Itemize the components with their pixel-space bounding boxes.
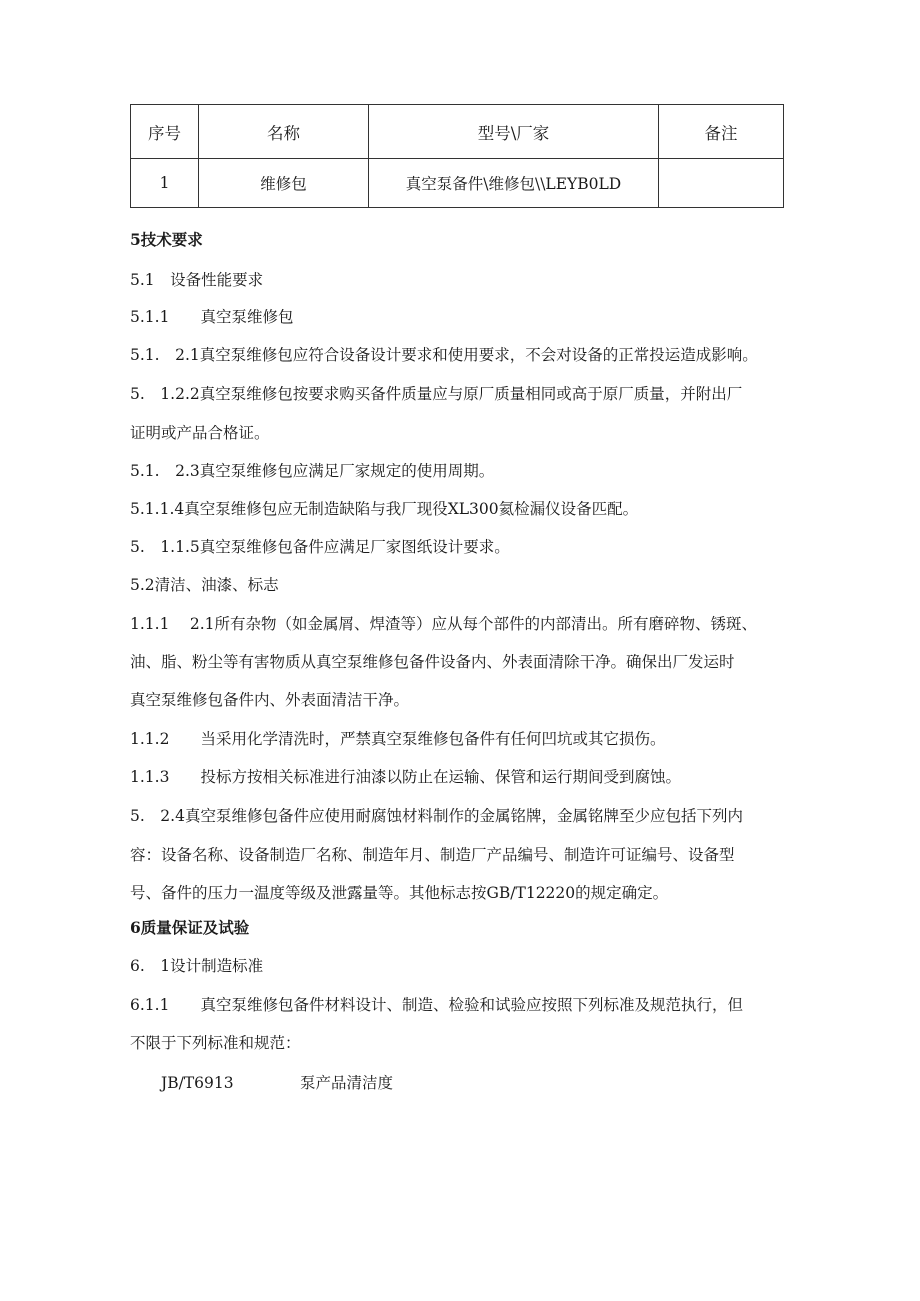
paragraph-cleaning-line1: 1.1.1 2.1所有杂物（如金属屑、焊渣等）应从每个部件的内部清出。所有磨碎物、锈斑、 — [130, 615, 758, 633]
paragraph-5-1-1-5: 5. 1.1.5真空泵维修包备件应满足厂家图纸设计要求。 — [130, 538, 510, 556]
paragraph-painting: 1.1.3 投标方按相关标准进行油漆以防止在运输、保管和运行期间受到腐蚀。 — [130, 768, 681, 786]
parts-table — [130, 104, 784, 208]
cell-index: 1 — [131, 159, 199, 208]
paragraph-6-1-1-line2: 不限于下列标准和规范： — [130, 1034, 301, 1052]
header-model-vendor: 型号\厂家 — [369, 105, 659, 159]
paragraph-cleaning-line2: 油、脂、粉尘等有害物质从真空泵维修包备件设备内、外表面清除干净。确保出厂发运时 — [130, 653, 735, 671]
paragraph-5-1-2-2-line2: 证明或产品合格证。 — [130, 424, 270, 442]
paragraph-chemical-cleaning: 1.1.2 当采用化学清洗时，严禁真空泵维修包备件有任何凹坑或其它损伤。 — [130, 730, 666, 748]
paragraph-6-1-1-line1: 6.1.1 真空泵维修包备件材料设计、制造、检验和试验应按照下列标准及规范执行，但 — [130, 996, 743, 1014]
section-6-1: 6. 1设计制造标准 — [130, 957, 264, 975]
table-row — [131, 159, 784, 208]
standard-code: JB/T6913 — [161, 1074, 234, 1092]
paragraph-5-1-2-3: 5.1. 2.3真空泵维修包应满足厂家规定的使用周期。 — [130, 462, 495, 480]
paragraph-nameplate-line1: 5. 2.4真空泵维修包备件应使用耐腐蚀材料制作的金属铭牌，金属铭牌至少应包括下列内 — [130, 807, 743, 825]
cell-name: 维修包 — [199, 159, 369, 208]
paragraph-nameplate-line3: 号、备件的压力一温度等级及泄露量等。其他标志按GB/T12220的规定确定。 — [130, 884, 669, 902]
section-5-2: 5.2清洁、油漆、标志 — [130, 576, 279, 594]
paragraph-5-1-2-1: 5.1. 2.1真空泵维修包应符合设备设计要求和使用要求，不会对设备的正常投运造成影响。 — [130, 346, 758, 364]
header-name: 名称 — [199, 105, 369, 159]
standard-name: 泵产品清洁度 — [300, 1074, 394, 1092]
heading-technical-requirements: 5技术要求 — [130, 230, 203, 249]
header-index: 序号 — [131, 105, 199, 159]
header-remarks: 备注 — [659, 105, 784, 159]
cell-model-vendor: 真空泵备件\维修包\\LEYB0LD — [369, 159, 659, 208]
table-header-row — [131, 105, 784, 159]
cell-remarks — [659, 159, 784, 208]
paragraph-nameplate-line2: 容：设备名称、设备制造厂名称、制造年月、制造厂产品编号、制造许可证编号、设备型 — [130, 846, 735, 864]
paragraph-5-1-2-2-line1: 5. 1.2.2真空泵维修包按要求购买备件质量应与原厂质量相同或高于原厂质量，并附出厂 — [130, 385, 743, 403]
paragraph-cleaning-line3: 真空泵维修包备件内、外表面清洁干净。 — [130, 691, 410, 709]
section-5-1-1: 5.1.1 真空泵维修包 — [130, 308, 294, 326]
section-5-1: 5.1 设备性能要求 — [130, 271, 264, 289]
paragraph-5-1-1-4: 5.1.1.4真空泵维修包应无制造缺陷与我厂现役XL300氦检漏仪设备匹配。 — [130, 500, 639, 518]
heading-quality-assurance: 6质量保证及试验 — [130, 918, 250, 937]
